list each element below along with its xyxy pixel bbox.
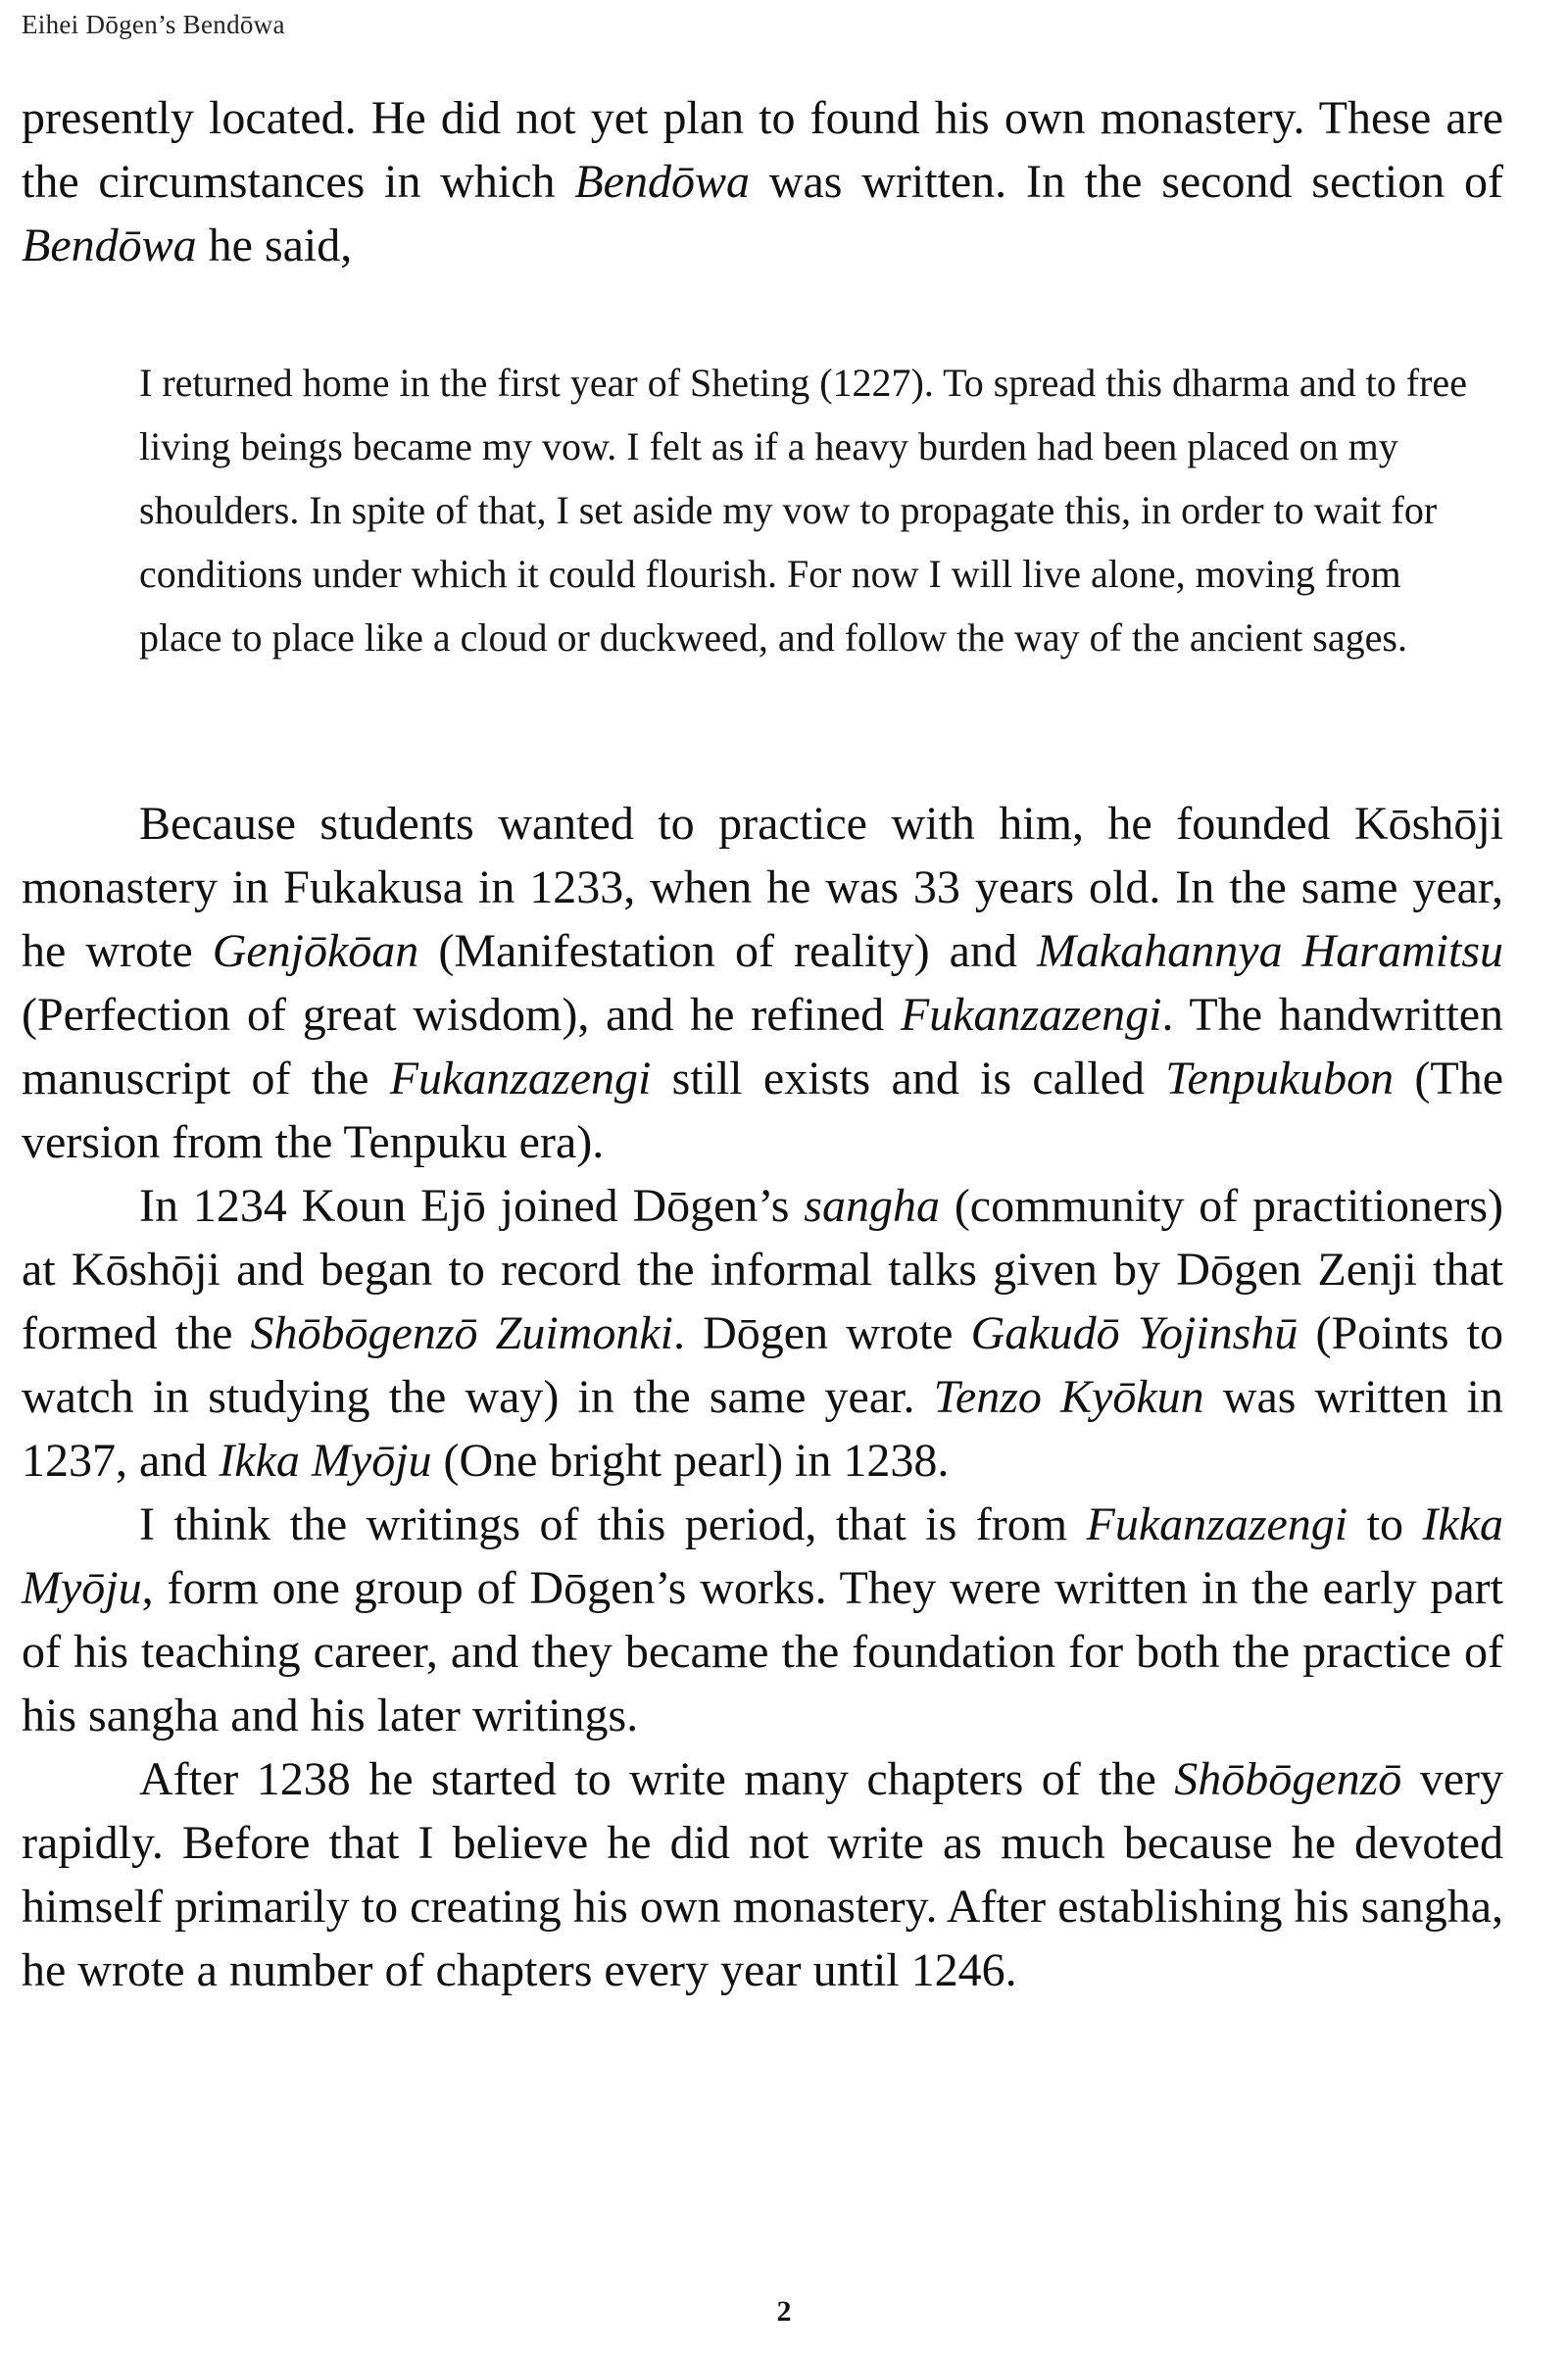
italic-title: Fukanzazengi <box>389 1053 652 1104</box>
text-span: was written. In the second section of <box>749 156 1504 208</box>
italic-title: Tenpukubon <box>1165 1053 1395 1104</box>
text-span: (Perfection of great wisdom), and he refined <box>22 989 901 1041</box>
italic-title: Fukanzazengi <box>1086 1498 1348 1550</box>
text-span: After 1238 he started to write many chapters of the <box>139 1753 1175 1805</box>
text-span: I think the writings of this period, that is from <box>139 1498 1087 1550</box>
text-span: . The handwritten manuscript of the <box>22 989 1504 1104</box>
text-span: (community of practitioners) at Kōshōji and began to record the informal talks given by Dōgen Zenji that formed the <box>22 1180 1504 1359</box>
text-span: presently located. He did not yet plan to found his own monastery. These are the circumstances in which <box>22 92 1503 208</box>
text-span: , form one group of Dōgen’s works. They were written in the early part of his teaching career, and they became the foundation for both the practice of his sangha and his later writings. <box>22 1562 1503 1741</box>
running-header: Eihei Dōgen’s Bendōwa <box>22 10 285 39</box>
paragraph-1238 <box>22 1747 1503 2002</box>
italic-title: Makahannya Haramitsu <box>1037 925 1503 977</box>
italic-title: Ikka Myōju <box>219 1435 432 1487</box>
text-span: (One bright pearl) in 1238. <box>431 1435 950 1487</box>
text-span: (Points to watch in studying the way) in the same year. <box>22 1307 1504 1423</box>
text-span: very rapidly. Before that I believe he did not write as much because he devoted himself primarily to creating his own monastery. After establishing his sangha, he wrote a number of chapters every year until 1246. <box>22 1753 1503 1996</box>
italic-title: Fukanzazengi <box>900 989 1162 1041</box>
text-span: he said, <box>196 220 353 271</box>
text-span: (Manifestation of reality) and <box>418 925 1037 977</box>
italic-title: Genjōkōan <box>212 925 419 977</box>
text-span: (The version from the Tenpuku era). <box>22 1053 1504 1168</box>
opening-paragraph-block <box>22 86 1503 277</box>
block-quote: I returned home in the first year of Sheting (1227). To spread this dharma and to free living beings became my vow. I felt as if a heavy burden had been placed on my shoulders. In spite of that, I set aside my vow to propagate this, in order to wait for conditions under which it could flourish. For now I will live alone, moving from place to place like a cloud or duckweed, and follow the way of the ancient sages. <box>139 361 1467 660</box>
text-span: was written in 1237, and <box>22 1371 1503 1487</box>
italic-title: Ikka Myōju <box>22 1498 1503 1614</box>
text-span: . Dōgen wrote <box>672 1307 971 1359</box>
text-span: to <box>1348 1498 1423 1550</box>
text-span: Because students wanted to practice with him, he founded Kōshōji monastery in Fukakusa in 1233, when he was 33 years old. In the same year, he wrote <box>22 798 1503 977</box>
italic-title: Shōbōgenzō <box>1174 1753 1402 1805</box>
italic-title: Bendōwa <box>22 220 197 271</box>
paragraph-koshoji <box>22 792 1503 1174</box>
italic-term: sangha <box>804 1180 940 1232</box>
page-number: 2 <box>776 2295 792 2328</box>
italic-title: Gakudō Yojinshū <box>970 1307 1298 1359</box>
paragraph-group <box>22 1493 1503 1747</box>
italic-title: Bendōwa <box>574 156 750 208</box>
text-span: In 1234 Koun Ejō joined Dōgen’s <box>139 1180 805 1232</box>
italic-title: Shōbōgenzō Zuimonki <box>250 1307 673 1359</box>
main-body <box>22 792 1503 2002</box>
italic-title: Tenzo Kyōkun <box>933 1371 1204 1423</box>
opening-paragraph <box>22 86 1503 277</box>
paragraph-ejo <box>22 1174 1503 1493</box>
text-span: still exists and is called <box>651 1053 1166 1104</box>
